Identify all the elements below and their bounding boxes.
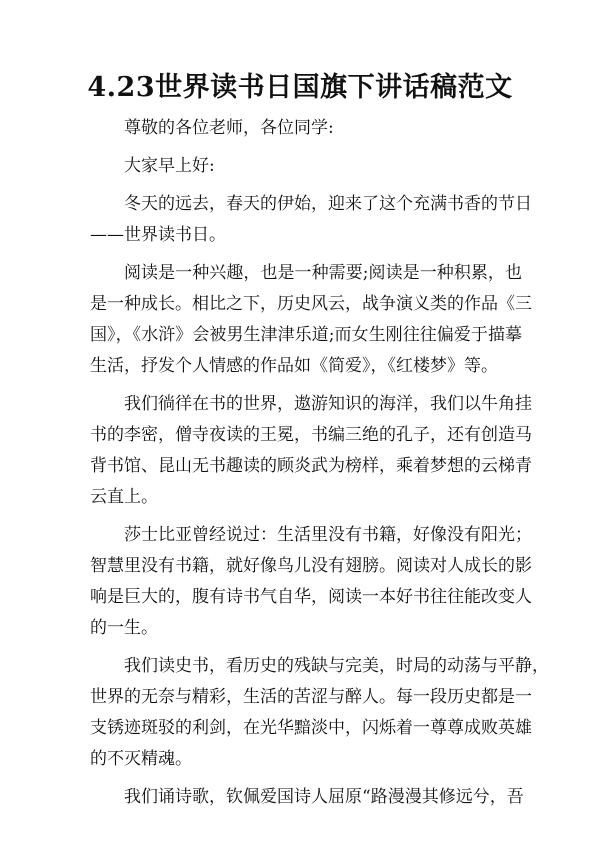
text-line: 背书馆、昆山无书趣读的顾炎武为榜样，乘着梦想的云梯青 bbox=[90, 456, 532, 476]
paragraph-greeting bbox=[90, 113, 522, 144]
text-line: 生活，抒发个人情感的作品如《简爱》，《红楼梦》等。 bbox=[90, 356, 498, 376]
paragraph-role-models bbox=[90, 389, 532, 513]
text-line: ——世界读书日。 bbox=[90, 225, 226, 245]
text-line: 我们徜徉在书的世界，遨游知识的海洋，我们以牛角挂 bbox=[124, 394, 532, 414]
text-line: 我们诵诗歌，钦佩爱国诗人屈原“路漫漫其修远兮，吾 bbox=[124, 787, 524, 807]
paragraph-intro bbox=[90, 189, 532, 251]
text-line: 莎士比亚曾经说过：生活里没有书籍，好像没有阳光； bbox=[124, 525, 532, 545]
text-line: 世界的无奈与精彩，生活的苦涩与醉人。每一段历史都是一 bbox=[90, 687, 532, 707]
text-line: 响是巨大的，腹有诗书气自华，阅读一本好书往往能改变人 bbox=[90, 587, 532, 607]
paragraph-poetry bbox=[90, 782, 522, 813]
paragraph-morning bbox=[90, 151, 522, 182]
text-line: 是一种成长。相比之下，历史风云，战争演义类的作品《三 bbox=[90, 294, 532, 314]
paragraph-history bbox=[90, 651, 549, 775]
paragraph-reading-interest bbox=[90, 258, 532, 382]
text-line: 云直上。 bbox=[90, 487, 158, 507]
text-line: 的不灭精魂。 bbox=[90, 749, 192, 769]
paragraph-shakespeare bbox=[90, 520, 532, 644]
text-line: 智慧里没有书籍，就好像鸟儿没有翅膀。阅读对人成长的影 bbox=[90, 556, 532, 576]
document-title: 4.23世界读书日国旗下讲话稿范文 bbox=[87, 72, 513, 103]
text-line: 国》，《水浒》会被男生津津乐道;而女生刚往往偏爱于描摹 bbox=[90, 325, 522, 345]
text-line: 冬天的远去，春天的伊始，迎来了这个充满书香的节日 bbox=[124, 194, 532, 214]
document-body bbox=[90, 113, 549, 820]
text-line: 的一生。 bbox=[90, 618, 158, 638]
text-line: 大家早上好: bbox=[124, 156, 215, 176]
text-line: 我们读史书，看历史的残缺与完美，时局的动荡与平静， bbox=[124, 656, 549, 676]
text-line: 阅读是一种兴趣，也是一种需要;阅读是一种积累，也 bbox=[124, 263, 522, 283]
text-line: 尊敬的各位老师，各位同学: bbox=[124, 118, 334, 138]
text-line: 支锈迹斑驳的利剑，在光华黯淡中，闪烁着一尊尊成败英雄 bbox=[90, 718, 532, 738]
text-line: 书的李密，僧寺夜读的王冕，书编三绝的孔子，还有创造马 bbox=[90, 425, 532, 445]
